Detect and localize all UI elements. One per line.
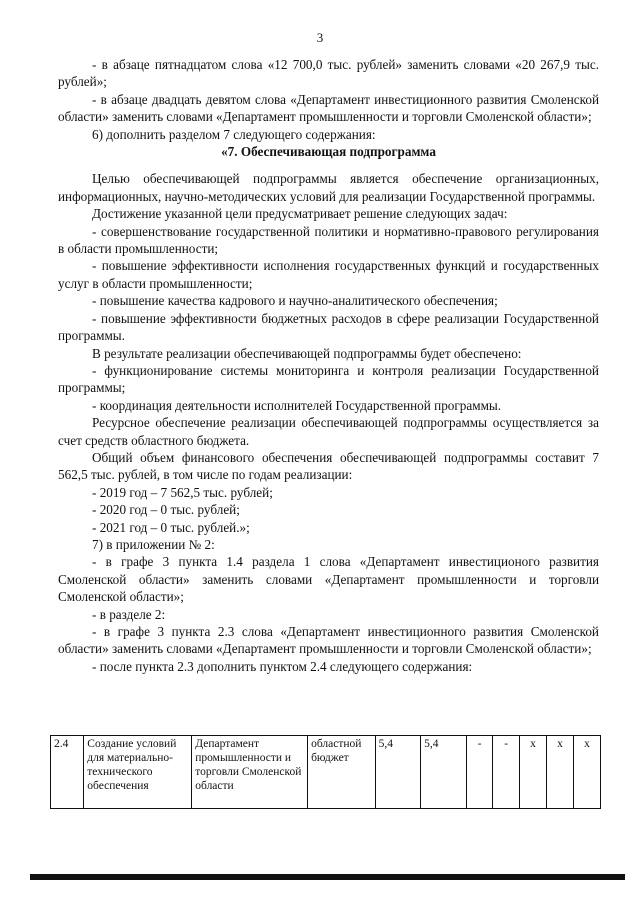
table-cell: 5,4	[421, 736, 467, 809]
paragraph: - координация деятельности исполнителей Государственной программы.	[92, 397, 502, 413]
paragraph: - повышение эффективности исполнения государственных функций и государственных услуг в области промышленности;	[58, 258, 599, 291]
table-row	[51, 736, 601, 809]
table-cell: х	[573, 736, 600, 809]
paragraph: - 2019 год – 7 562,5 тыс. рублей;	[92, 484, 273, 500]
paragraph: - 2020 год – 0 тыс. рублей;	[92, 502, 240, 518]
page-number: 3	[316, 30, 324, 45]
paragraph: - в разделе 2:	[92, 606, 166, 622]
document-body	[58, 56, 599, 675]
paragraph: 7) в приложении № 2:	[92, 536, 215, 552]
table-cell: 2.4	[51, 736, 84, 809]
paragraph: - повышение эффективности бюджетных расходов в сфере реализации Государственной программы.	[58, 310, 599, 344]
paragraph: - совершенствование государственной политики и нормативно-правового регулирования в области промышленности;	[58, 223, 599, 257]
section-heading: «7. Обеспечивающая подпрограмма	[221, 144, 436, 160]
paragraph: - после пункта 2.3 дополнить пунктом 2.4 следующего содержания:	[92, 658, 473, 674]
paragraph: - в графе 3 пункта 1.4 раздела 1 слова «Департамент инвестиционого развития Смоленской области» заменить словами «Департамент промышленности и торговли Смоленской области»;	[58, 554, 599, 605]
paragraph: - в абзаце двадцать девятом слова «Департамент инвестиционного развития Смоленской области» заменить словами «Департамент промышленности и торговли Смоленской области»;	[58, 91, 599, 125]
table-cell: х	[520, 736, 547, 809]
table-cell: -	[466, 736, 493, 809]
amendment-table	[50, 735, 601, 809]
table-cell: х	[547, 736, 574, 809]
paragraph: - функционирование системы мониторинга и контроля реализации Государственной программы;	[58, 362, 599, 396]
table-cell: областной бюджет	[308, 736, 376, 809]
paragraph: В результате реализации обеспечивающей подпрограммы будет обеспечено:	[92, 345, 522, 361]
paragraph: - 2021 год – 0 тыс. рублей.»;	[92, 519, 250, 535]
paragraph: 6) дополнить разделом 7 следующего содержания:	[92, 126, 376, 142]
paragraph: - повышение качества кадрового и научно-аналитического обеспечения;	[92, 293, 498, 309]
table-cell: Департамент промышленности и торговли Смоленской области	[192, 736, 308, 809]
table-cell: Создание условий для материально-технического обеспечения	[84, 736, 192, 809]
bottom-divider	[30, 874, 625, 880]
paragraph: Целью обеспечивающей подпрограммы является обеспечение организационных, информационных, научно-методических условий для реализации Государственной программы.	[58, 171, 599, 204]
paragraph: Ресурсное обеспечение реализации обеспечивающей подпрограммы осуществляется за счет средств областного бюджета.	[58, 415, 599, 448]
paragraph: - в абзаце пятнадцатом слова «12 700,0 тыс. рублей» заменить словами «20 267,9 тыс. рублей»;	[58, 57, 599, 90]
paragraph: Достижение указанной цели предусматривает решение следующих задач:	[92, 206, 508, 222]
paragraph: - в графе 3 пункта 2.3 слова «Департамент инвестиционного развития Смоленской области» заменить словами «Департамент промышленности и торговли Смоленской области»;	[58, 624, 599, 657]
table-cell: -	[493, 736, 520, 809]
paragraph: Общий объем финансового обеспечения обеспечивающей подпрограммы составит 7 562,5 тыс. рублей, в том числе по годам реализации:	[58, 449, 599, 483]
table-cell: 5,4	[375, 736, 421, 809]
